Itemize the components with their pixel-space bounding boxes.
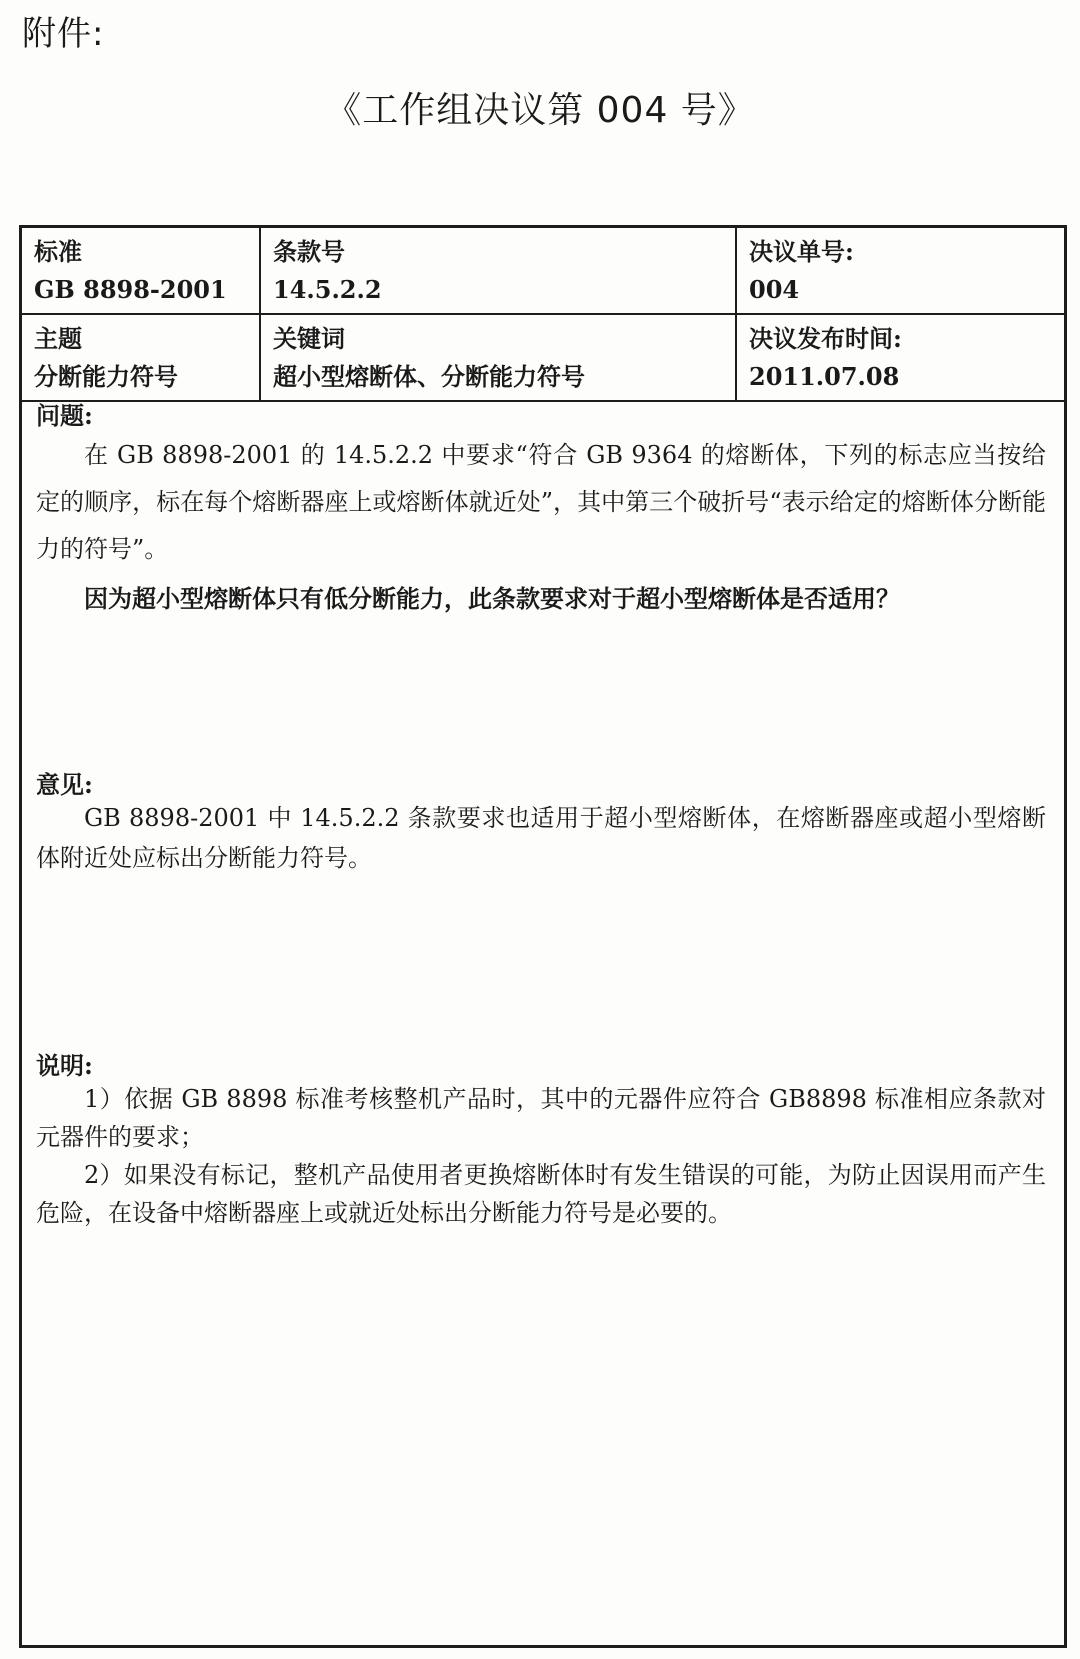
opinion-heading: 意见: (36, 770, 93, 799)
clause-value: 14.5.2.2 (273, 275, 382, 304)
subject-value: 分断能力符号 (34, 362, 178, 391)
question-body: 在 GB 8898-2001 的 14.5.2.2 中要求“符合 GB 9364 的熔断体，下列的标志应当按给定的顺序，标在每个熔断器座上或熔断体就近处”，其中第三个破折号“表示给定的熔断体分断能力的符号”。 (36, 441, 1046, 563)
subject-cell (22, 314, 260, 401)
question-bold: 因为超小型熔断体只有低分断能力，此条款要求对于超小型熔断体是否适用？ (84, 584, 900, 613)
resolution-no-label: 决议单号: (749, 237, 854, 266)
keywords-cell (260, 314, 736, 401)
resolution-no-value: 004 (749, 275, 800, 304)
clause-cell (260, 228, 736, 314)
question-heading: 问题: (36, 401, 93, 430)
standard-cell (22, 228, 260, 314)
document-title: 《工作组决议第 004 号》 (325, 90, 755, 131)
release-date-value: 2011.07.08 (749, 362, 900, 391)
metadata-row (22, 314, 1064, 401)
keywords-label: 关键词 (273, 324, 345, 353)
standard-value: GB 8898-2001 (34, 275, 227, 304)
resolution-form (19, 225, 1067, 1648)
opinion-body: GB 8898-2001 中 14.5.2.2 条款要求也适用于超小型熔断体，在熔断器座或超小型熔断体附近处应标出分断能力符号。 (36, 804, 1046, 872)
explanation-item-2: 2）如果没有标记，整机产品使用者更换熔断体时有发生错误的可能，为防止因误用而产生危险，在设备中熔断器座上或就近处标出分断能力符号是必要的。 (36, 1161, 1046, 1227)
clause-label: 条款号 (273, 237, 345, 266)
subject-label: 主题 (34, 324, 82, 353)
attachment-label: 附件: (22, 14, 105, 54)
release-date-cell (736, 314, 1064, 401)
resolution-no-cell (736, 228, 1064, 314)
explanation-heading: 说明: (36, 1051, 93, 1080)
release-date-label: 决议发布时间: (749, 324, 902, 353)
metadata-row (22, 228, 1064, 314)
metadata-table (22, 228, 1064, 402)
standard-label: 标准 (34, 237, 82, 266)
explanation-item-1: 1）依据 GB 8898 标准考核整机产品时，其中的元器件应符合 GB8898 标准相应条款对元器件的要求； (36, 1085, 1046, 1151)
keywords-value: 超小型熔断体、分断能力符号 (273, 362, 585, 391)
